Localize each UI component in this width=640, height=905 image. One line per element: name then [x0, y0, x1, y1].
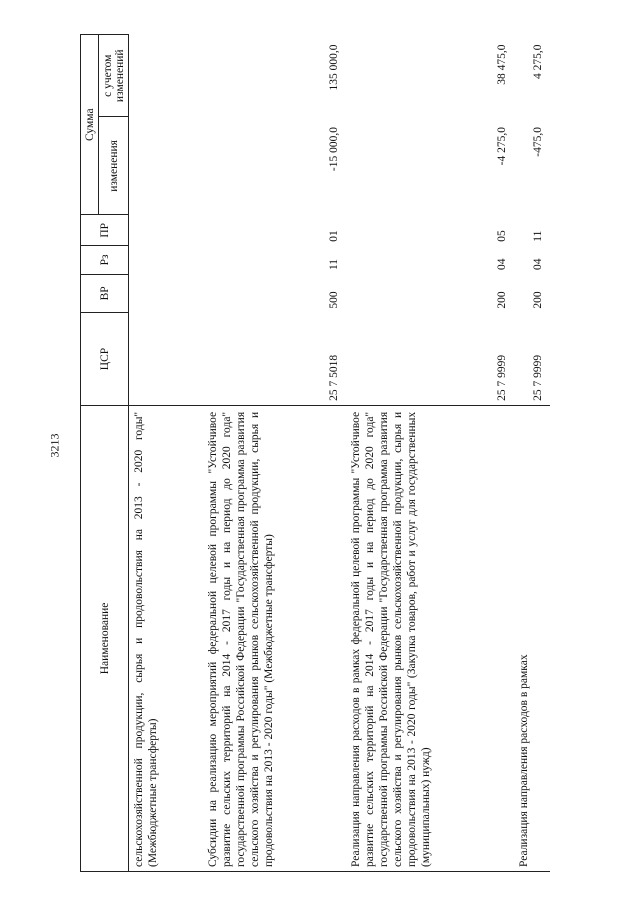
row-change	[129, 117, 204, 215]
row-vr: 200	[496, 291, 508, 309]
row-pr: 05	[496, 230, 508, 242]
row-name: сельскохозяйственной продукции, сырья и продовольствия на 2013 - 2020 годы" (Межбюджетные трансферты)	[129, 405, 204, 871]
row-csr: 25 7 9999	[496, 354, 508, 401]
header-with-change: с учетом изменений	[99, 35, 129, 117]
page-number: 3213	[47, 433, 62, 458]
header-csr: ЦСР	[81, 313, 129, 406]
row-total: 4 275,0	[532, 44, 544, 79]
table-row	[203, 35, 346, 872]
row-name: Реализация направления расходов в рамках федеральной целевой программы "Устойчивое развитие сельских территорий на 2014 - 2017 годы и на период до 2020 года" государственной программы Российской Федерации "Государственная программа развития сельского хозяйства и регулирования рынков сельскохозяйственной продукции, сырья и продовольствия на 2013 - 2020 годы" (Закупка товаров, работ и услуг для государственных (муниципальных) нужд)	[346, 405, 514, 871]
row-vr: 500	[328, 291, 340, 309]
budget-table	[80, 34, 550, 872]
table-row	[346, 35, 514, 872]
row-total	[129, 35, 204, 117]
table-row	[129, 35, 204, 872]
header-sum: Сумма	[81, 35, 99, 215]
budget-table-sheet	[80, 34, 600, 872]
row-change: -4 275,0	[496, 126, 508, 166]
row-change: -475,0	[532, 126, 544, 157]
row-pr	[129, 215, 204, 246]
row-rz	[129, 246, 204, 274]
row-rz: 04	[496, 258, 508, 271]
header-vr: ВР	[81, 274, 129, 313]
row-csr	[129, 313, 204, 406]
row-name: Реализация направления расходов в рамках	[514, 405, 550, 871]
row-vr	[129, 274, 204, 313]
row-total: 38 475,0	[496, 44, 508, 85]
row-pr: 01	[328, 230, 340, 242]
row-name: Субсидии на реализацию мероприятий федеральной целевой программы "Устойчивое развитие сельских территорий на 2014 - 2017 годы и на период до 2020 года" государственной программы Российской Федерации "Государственная программа развития сельского хозяйства и регулирования рынков сельскохозяйственной продукции, сырья и продовольствия на 2013 - 2020 годы" (Межбюджетные трансферты)	[203, 405, 346, 871]
row-rz: 04	[532, 258, 544, 271]
row-rz: 11	[328, 258, 340, 271]
row-csr: 25 7 5018	[328, 354, 340, 401]
table-row	[514, 35, 550, 872]
header-pr: ПР	[81, 215, 129, 246]
row-csr: 25 7 9999	[532, 354, 544, 401]
row-vr: 200	[532, 291, 544, 309]
header-name: Наименование	[81, 405, 129, 871]
header-change: изменения	[99, 117, 129, 215]
row-change: -15 000,0	[328, 126, 340, 172]
header-rz: Рз	[81, 246, 129, 274]
row-pr: 11	[532, 230, 544, 242]
row-total: 135 000,0	[328, 44, 340, 91]
